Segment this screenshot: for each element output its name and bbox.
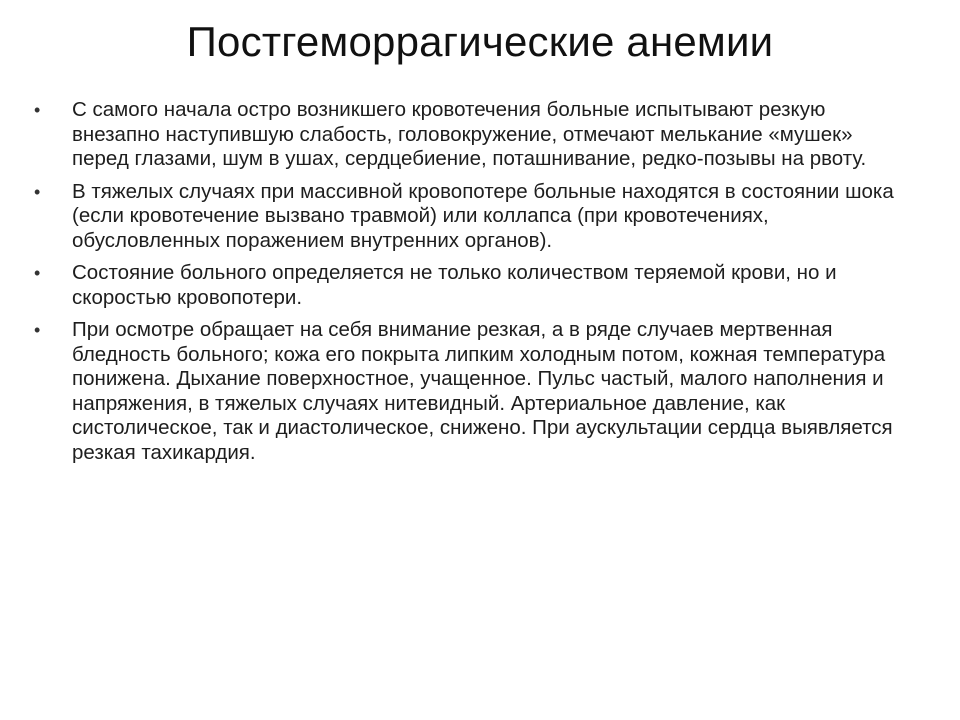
bullet-dot-icon: •	[34, 181, 41, 202]
bullet-text: В тяжелых случаях при массивной кровопотере больные находятся в состоянии шока (если кровотечение вызвано травмой) или коллапса (при кровотечениях, обусловленных поражением внутренних органов).	[72, 179, 894, 252]
bullet-item-1	[34, 98, 914, 172]
bullet-list	[34, 98, 914, 473]
bullet-item-4	[34, 318, 914, 465]
bullet-text: При осмотре обращает на себя внимание резкая, а в ряде случаев мертвенная бледность больного; кожа его покрыта липким холодным потом, кожная температура понижена. Дыхание поверхностное, учащенное. Пульс частый, малого наполнения и напряжения, в тяжелых случаях нитевидный. Артериальное давление, как систолическое, так и диастолическое, снижено. При аускультации сердца выявляется резкая тахикардия.	[72, 318, 893, 464]
bullet-dot-icon: •	[34, 100, 41, 120]
bullet-item-3	[34, 261, 914, 310]
bullet-dot-icon: •	[34, 320, 41, 340]
bullet-text: Состояние больного определяется не только количеством теряемой крови, но и скоростью кровопотери.	[72, 261, 837, 309]
bullet-text: С самого начала остро возникшего кровотечения больные испытывают резкую внезапно наступившую слабость, головокружение, отмечают мелькание «мушек» перед глазами, шум в ушах, сердцебиение, поташнивание, редко-позывы на рвоту.	[72, 98, 867, 170]
bullet-item-2	[34, 180, 914, 254]
bullet-dot-icon: •	[34, 263, 41, 283]
slide-title: Постгеморрагические анемии	[186, 18, 774, 65]
